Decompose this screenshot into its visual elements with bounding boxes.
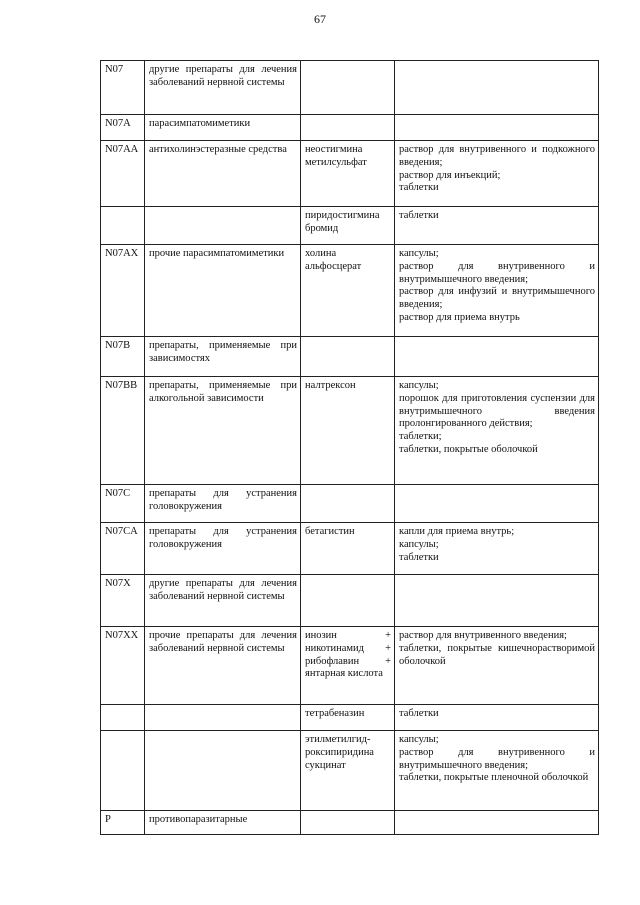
drug-name: налтрексон xyxy=(301,377,395,485)
atc-group-name: другие препараты для лечения заболеваний нервной системы xyxy=(145,575,301,627)
dosage-forms xyxy=(395,207,599,245)
atc-code: N07XX xyxy=(101,627,145,705)
drug-name xyxy=(301,731,395,811)
drug-name xyxy=(301,61,395,115)
atc-group-name: препараты, применяемые при алкогольной зависимости xyxy=(145,377,301,485)
drug-name-line: роксипиридина xyxy=(305,746,374,758)
atc-group-name: прочие парасимпатомиметики xyxy=(145,245,301,337)
atc-code: N07 xyxy=(101,61,145,115)
atc-group-name: препараты, применяемые при зависимостях xyxy=(145,337,301,377)
dosage-form: раствор для внутривенного и внутримышечного введения; xyxy=(399,260,595,285)
dosage-forms xyxy=(395,337,599,377)
drug-name-line: сукцинат xyxy=(305,759,346,771)
drug-name: пиридостигмина бромид xyxy=(301,207,395,245)
atc-group-name: антихолинэстеразные средства xyxy=(145,141,301,207)
atc-code xyxy=(101,705,145,731)
dosage-form: раствор для инфузий и внутримышечного введения; xyxy=(399,286,595,311)
drug-name-line: никотинамид + xyxy=(305,642,391,654)
dosage-form: таблетки; xyxy=(399,431,442,443)
atc-code: N07AX xyxy=(101,245,145,337)
atc-group-name: препараты для устранения головокружения xyxy=(145,485,301,523)
dosage-form: капсулы; xyxy=(399,734,439,745)
dosage-form: таблетки xyxy=(399,182,439,194)
table-row xyxy=(101,141,599,207)
dosage-form: таблетки xyxy=(399,210,439,221)
table-row xyxy=(101,523,599,575)
dosage-forms xyxy=(395,485,599,523)
table-row xyxy=(101,811,599,835)
dosage-forms xyxy=(395,245,599,337)
atc-group-name xyxy=(145,207,301,245)
dosage-forms xyxy=(395,811,599,835)
drug-name: неостигмина метилсульфат xyxy=(301,141,395,207)
dosage-forms xyxy=(395,575,599,627)
dosage-form: таблетки xyxy=(399,551,439,563)
atc-group-name: другие препараты для лечения заболеваний нервной системы xyxy=(145,61,301,115)
drug-name xyxy=(301,811,395,835)
dosage-form: раствор для приема внутрь xyxy=(399,311,520,323)
drug-name-line: янтарная кислота xyxy=(305,668,383,680)
atc-code xyxy=(101,731,145,811)
drug-name xyxy=(301,485,395,523)
drug-name xyxy=(301,575,395,627)
dosage-form: таблетки xyxy=(399,708,439,719)
atc-code: P xyxy=(101,811,145,835)
atc-group-name: препараты для устранения головокружения xyxy=(145,523,301,575)
table-row xyxy=(101,485,599,523)
dosage-forms xyxy=(395,141,599,207)
dosage-form: таблетки, покрытые кишечнорастворимой оболочкой xyxy=(399,642,595,667)
atc-code: N07BB xyxy=(101,377,145,485)
page-number: 67 xyxy=(314,12,326,26)
atc-code: N07X xyxy=(101,575,145,627)
table-row xyxy=(101,245,599,337)
dosage-form: раствор для инъекций; xyxy=(399,169,501,181)
dosage-form: раствор для внутривенного и внутримышечного введения; xyxy=(399,746,595,771)
dosage-forms xyxy=(395,523,599,575)
atc-code xyxy=(101,207,145,245)
dosage-form: раствор для внутривенного и подкожного введения; xyxy=(399,144,595,168)
drug-name-line: инозин + xyxy=(305,630,391,641)
dosage-form: капли для приема внутрь; xyxy=(399,526,515,537)
dosage-forms xyxy=(395,115,599,141)
table-row xyxy=(101,731,599,811)
atc-group-name xyxy=(145,731,301,811)
table-row xyxy=(101,337,599,377)
drug-name: тетрабеназин xyxy=(301,705,395,731)
atc-group-name: прочие препараты для лечения заболеваний нервной системы xyxy=(145,627,301,705)
drug-name: холина альфосцерат xyxy=(301,245,395,337)
dosage-forms xyxy=(395,627,599,705)
atc-code: N07CA xyxy=(101,523,145,575)
dosage-form: таблетки, покрытые пленочной оболочкой xyxy=(399,772,589,784)
table-row xyxy=(101,61,599,115)
drug-list-table xyxy=(100,60,599,835)
drug-name xyxy=(301,627,395,705)
atc-code: N07C xyxy=(101,485,145,523)
atc-code: N07AA xyxy=(101,141,145,207)
atc-group-name xyxy=(145,705,301,731)
drug-name: бетагистин xyxy=(301,523,395,575)
table-row xyxy=(101,705,599,731)
atc-code: N07A xyxy=(101,115,145,141)
drug-name-line: этилметилгид- xyxy=(305,734,371,745)
table-row xyxy=(101,575,599,627)
drug-name xyxy=(301,337,395,377)
table-row xyxy=(101,627,599,705)
table-row xyxy=(101,207,599,245)
dosage-forms xyxy=(395,705,599,731)
atc-code: N07B xyxy=(101,337,145,377)
dosage-form: таблетки, покрытые оболочкой xyxy=(399,443,538,455)
atc-group-name: парасимпатомиметики xyxy=(145,115,301,141)
dosage-form: порошок для приготовления суспензии для внутримышечного введения пролонгированного действия; xyxy=(399,392,595,430)
dosage-form: капсулы; xyxy=(399,380,439,391)
dosage-form: капсулы; xyxy=(399,248,439,259)
drug-name-line: рибофлавин + xyxy=(305,655,391,667)
dosage-forms xyxy=(395,377,599,485)
table-row xyxy=(101,377,599,485)
dosage-form: раствор для внутривенного введения; xyxy=(399,630,567,641)
dosage-form: капсулы; xyxy=(399,538,439,550)
drug-name xyxy=(301,115,395,141)
atc-group-name: противопаразитарные xyxy=(145,811,301,835)
dosage-forms xyxy=(395,731,599,811)
dosage-forms xyxy=(395,61,599,115)
table-row xyxy=(101,115,599,141)
